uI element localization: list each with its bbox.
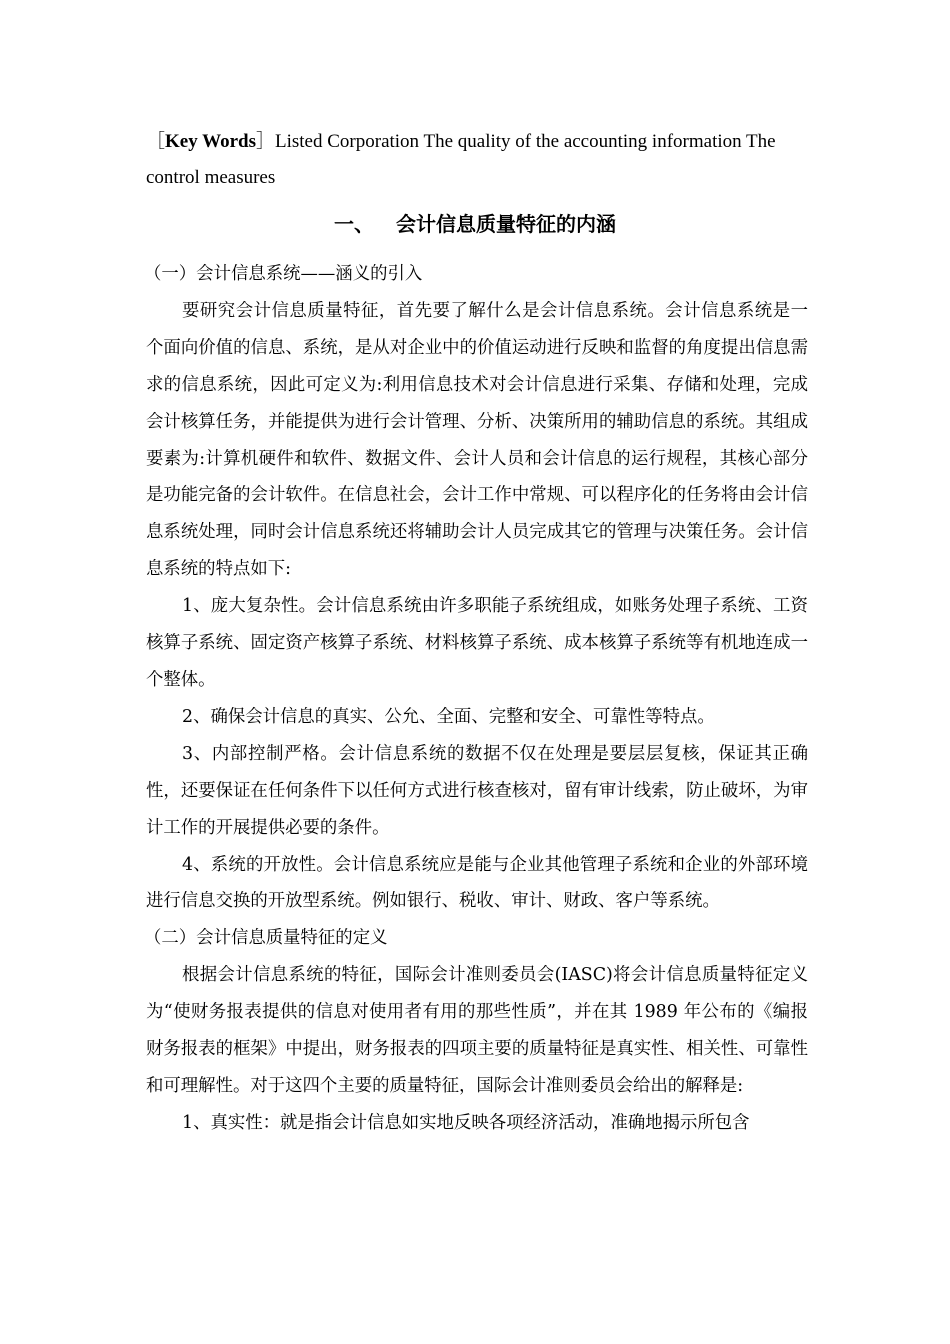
section-heading-number: 一、 [334,212,374,236]
section-heading [0,208,950,240]
keywords-line [146,124,814,196]
keywords-bracket-open: ［ [146,131,166,152]
keywords-bracket-close: ］ [255,131,275,152]
body-paragraph: 2、确保会计信息的真实、公允、全面、完整和安全、可靠性等特点。 [182,706,715,727]
subsection-title: （二）会计信息质量特征的定义 [144,928,388,949]
keywords-text: Listed Corporation The quality of the accounting information The control measures [146,131,776,188]
body-paragraph: 3、内部控制严格。会计信息系统的数据不仅在处理是要层层复核，保证其正确性，还要保证在任何条件下以任何方式进行核查核对，留有审计线索，防止破坏，为审计工作的开展提供必要的条件。 [146,743,808,838]
keywords-label: Key Words [165,131,256,152]
body-paragraph: 1、真实性：就是指会计信息如实地反映各项经济活动，准确地揭示所包含 [182,1112,750,1133]
body-paragraph: 4、系统的开放性。会计信息系统应是能与企业其他管理子系统和企业的外部环境进行信息交换的开放型系统。例如银行、税收、审计、财政、客户等系统。 [146,854,808,912]
section-heading-title: 会计信息质量特征的内涵 [396,212,616,236]
body-paragraph: 根据会计信息系统的特征，国际会计准则委员会(IASC)将会计信息质量特征定义为“使财务报表提供的信息对使用者有用的那些性质”，并在其 1989 年公布的《编报财务报表的框架》中提出，财务报表的四项主要的质量特征是真实性、相关性、可靠性和可理解性。对于这四个主要的质量特征，国际会计准则委员会给出的解释是: [146,965,808,1096]
body-paragraph: 要研究会计信息质量特征，首先要了解什么是会计信息系统。会计信息系统是一个面向价值的信息、系统，是从对企业中的价值运动进行反映和监督的角度提出信息需求的信息系统，因此可定义为:利用信息技术对会计信息进行采集、存储和处理，完成会计核算任务，并能提供为进行会计管理、分析、决策所用的辅助信息的系统。其组成要素为:计算机硬件和软件、数据文件、会计人员和会计信息的运行规程，其核心部分是功能完备的会计软件。在信息社会，会计工作中常规、可以程序化的任务将由会计信息系统处理，同时会计信息系统还将辅助会计人员完成其它的管理与决策任务。会计信息系统的特点如下: [146,300,808,580]
body-content [146,256,808,1142]
subsection-title: （一）会计信息系统——涵义的引入 [144,264,423,284]
body-paragraph: 1、庞大复杂性。会计信息系统由许多职能子系统组成，如账务处理子系统、工资核算子系统、固定资产核算子系统、材料核算子系统、成本核算子系统等有机地连成一个整体。 [146,596,808,690]
